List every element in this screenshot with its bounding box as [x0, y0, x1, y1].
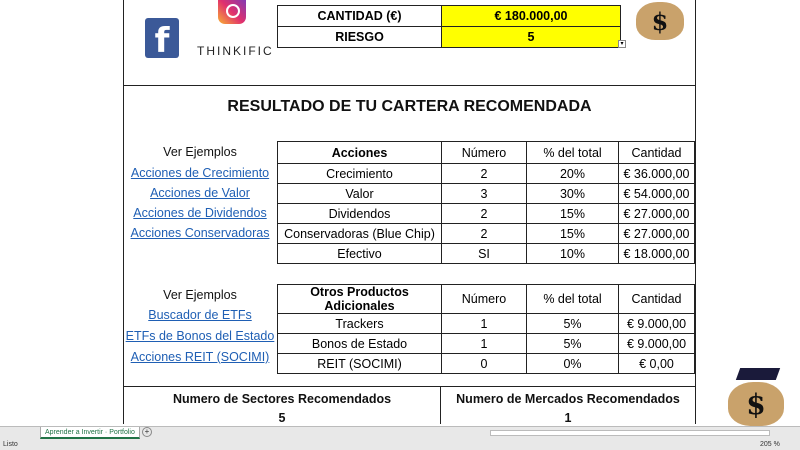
zoom-level[interactable]: 205 % [760, 441, 780, 448]
facebook-icon: f [145, 18, 179, 58]
row-numero: 3 [442, 184, 527, 204]
link-acciones-crecimiento[interactable]: Acciones de Crecimiento [130, 166, 270, 180]
row-numero: 2 [442, 224, 527, 244]
row-numero: 1 [442, 334, 527, 354]
row-porcentaje: 20% [527, 164, 619, 184]
table-row [278, 244, 695, 264]
row-label: Efectivo [278, 244, 442, 264]
row-cantidad: € 54.000,00 [619, 184, 695, 204]
row-cantidad: € 18.000,00 [619, 244, 695, 264]
riesgo-value[interactable]: 5 ▾ [442, 27, 621, 48]
row-cantidad: € 9.000,00 [619, 314, 695, 334]
row-label: Conservadoras (Blue Chip) [278, 224, 442, 244]
riesgo-label: RIESGO [278, 27, 442, 48]
sheet-tab[interactable]: Aprender a Invertir · Portfolio [40, 427, 140, 439]
table-row [278, 164, 695, 184]
sectores-value: 5 [278, 411, 286, 425]
add-sheet-icon[interactable]: + [142, 427, 152, 437]
table-row [278, 204, 695, 224]
row-numero: 2 [442, 204, 527, 224]
summary-top-border [123, 386, 696, 387]
money-bag-logo-icon: $ [728, 382, 784, 426]
input-table [277, 5, 624, 48]
row-cantidad: € 9.000,00 [619, 334, 695, 354]
ver-ejemplos-label: Ver Ejemplos [163, 145, 237, 159]
table-row [278, 354, 695, 374]
row-porcentaje: 5% [527, 314, 619, 334]
link-buscador-etfs[interactable]: Buscador de ETFs [148, 308, 252, 322]
sectores-label: Numero de Sectores Recomendados [172, 392, 392, 406]
row-numero: 1 [442, 314, 527, 334]
row-cantidad: € 27.000,00 [619, 224, 695, 244]
row-cantidad: € 0,00 [619, 354, 695, 374]
row-label: Bonos de Estado [278, 334, 442, 354]
dropdown-arrow-icon[interactable]: ▾ [618, 40, 626, 48]
row-label: Trackers [278, 314, 442, 334]
row-label: REIT (SOCIMI) [278, 354, 442, 374]
cantidad-label: CANTIDAD (€) [278, 6, 442, 27]
row-porcentaje: 10% [527, 244, 619, 264]
row-numero: 0 [442, 354, 527, 374]
table-row [278, 184, 695, 204]
row-porcentaje: 5% [527, 334, 619, 354]
row-cantidad: € 27.000,00 [619, 204, 695, 224]
row-porcentaje: 15% [527, 224, 619, 244]
acciones-table [277, 141, 695, 264]
col-numero: Número [442, 142, 527, 164]
mercados-label: Numero de Mercados Recomendados [456, 392, 680, 406]
status-bar [0, 426, 800, 450]
row-label: Valor [278, 184, 442, 204]
col-porcentaje: % del total [527, 142, 619, 164]
link-etfs-bonos[interactable]: ETFs de Bonos del Estado [125, 329, 275, 343]
thinkific-logo: THINKIFIC [197, 44, 274, 58]
horizontal-scrollbar[interactable] [490, 430, 770, 436]
col-acciones: Acciones [278, 142, 442, 164]
link-acciones-reit[interactable]: Acciones REIT (SOCIMI) [130, 350, 270, 364]
money-bag-icon: $ [636, 2, 684, 40]
row-label: Dividendos [278, 204, 442, 224]
graduation-cap-icon [736, 368, 780, 380]
link-acciones-conservadoras[interactable]: Acciones Conservadoras [130, 226, 270, 240]
table-row [278, 314, 695, 334]
otros-table [277, 284, 695, 374]
page-title: RESULTADO DE TU CARTERA RECOMENDADA [227, 98, 592, 115]
sheet-border-left [123, 0, 124, 424]
mercados-value: 1 [564, 411, 572, 425]
col-numero: Número [442, 285, 527, 314]
sheet-border-right [695, 0, 696, 424]
col-cantidad: Cantidad [619, 285, 695, 314]
row-porcentaje: 30% [527, 184, 619, 204]
header-separator [123, 85, 696, 86]
instagram-icon [218, 0, 246, 24]
col-porcentaje: % del total [527, 285, 619, 314]
row-cantidad: € 36.000,00 [619, 164, 695, 184]
link-acciones-valor[interactable]: Acciones de Valor [150, 186, 250, 200]
cantidad-value[interactable]: € 180.000,00 [442, 6, 621, 27]
col-otros: Otros Productos Adicionales [278, 285, 442, 314]
col-cantidad: Cantidad [619, 142, 695, 164]
link-acciones-dividendos[interactable]: Acciones de Dividendos [133, 206, 267, 220]
row-porcentaje: 15% [527, 204, 619, 224]
ver-ejemplos-label-2: Ver Ejemplos [163, 288, 237, 302]
table-row [278, 224, 695, 244]
row-numero: 2 [442, 164, 527, 184]
row-label: Crecimiento [278, 164, 442, 184]
status-text: Listo [3, 441, 18, 448]
table-row [278, 334, 695, 354]
row-porcentaje: 0% [527, 354, 619, 374]
row-numero: SI [442, 244, 527, 264]
